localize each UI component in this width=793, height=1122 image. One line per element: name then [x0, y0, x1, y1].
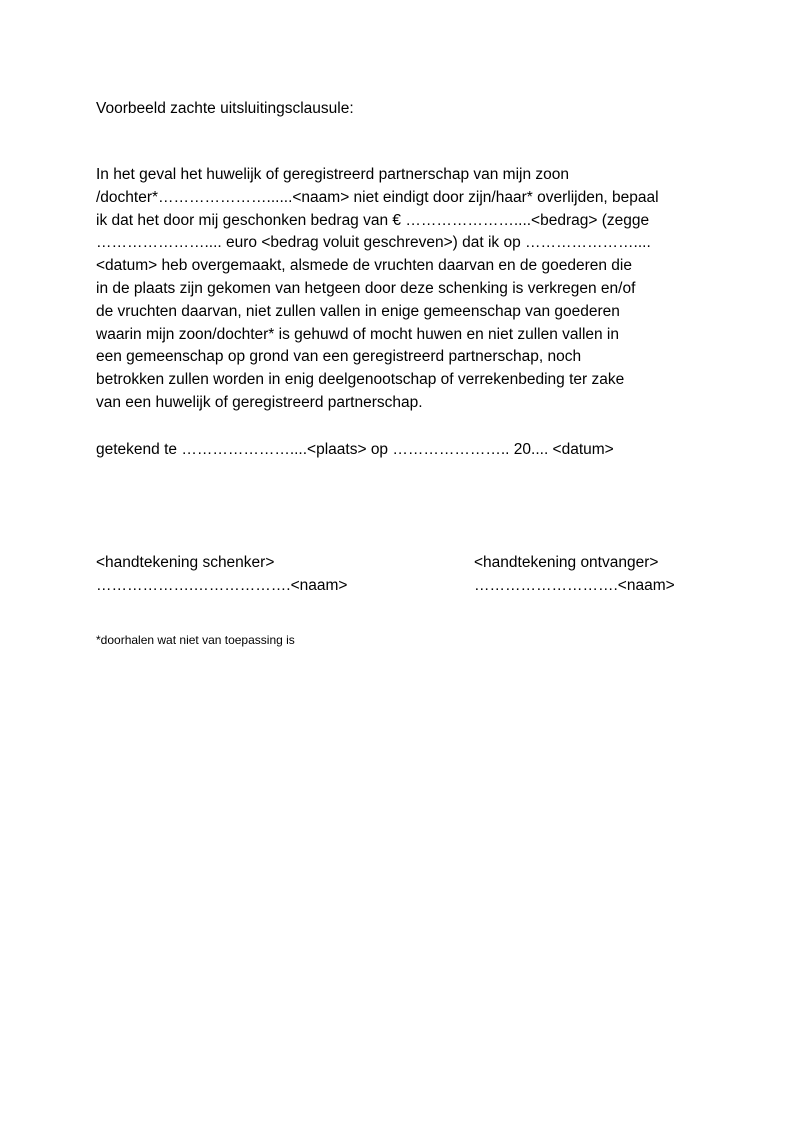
clause-paragraph: [96, 164, 716, 415]
clause-line: de vruchten daarvan, niet zullen vallen in enige gemeenschap van goederen: [96, 302, 620, 320]
signed-place-date-line: getekend te …………………....<plaats> op ………………….. 20.... <datum>: [96, 441, 614, 458]
donor-name-line: ……………….……………….<naam>: [96, 576, 348, 594]
clause-line: ik dat het door mij geschonken bedrag van € …………………....<bedrag> (zegge: [96, 211, 650, 229]
clause-line: /dochter*…………………......<naam> niet eindigt door zijn/haar* overlijden, bepaal: [96, 188, 659, 206]
donor-signature-label: <handtekening schenker>: [96, 554, 275, 571]
clause-line: In het geval het huwelijk of geregistreerd partnerschap van mijn zoon: [96, 166, 570, 183]
document-heading: Voorbeeld zachte uitsluitingsclausule:: [96, 100, 354, 117]
clause-line: van een huwelijk of geregistreerd partnerschap.: [96, 393, 423, 411]
recipient-signature-label: <handtekening ontvanger>: [474, 554, 659, 571]
clause-line: <datum> heb overgemaakt, alsmede de vruchten daarvan en de goederen die: [96, 257, 632, 275]
clause-line: waarin mijn zoon/dochter* is gehuwd of mocht huwen en niet zullen vallen in: [96, 325, 619, 343]
clause-line: een gemeenschap op grond van een geregistreerd partnerschap, noch: [96, 348, 582, 366]
donor-signature-block: [96, 552, 348, 597]
clause-line: ………………….... euro <bedrag voluit geschreven>) dat ik op …………………....: [96, 234, 651, 252]
clause-line: betrokken zullen worden in enig deelgenootschap of verrekenbeding ter zake: [96, 371, 625, 389]
footnote: *doorhalen wat niet van toepassing is: [96, 633, 295, 647]
clause-line: in de plaats zijn gekomen van hetgeen door deze schenking is verkregen en/of: [96, 279, 636, 297]
recipient-name-line: ……………………….<naam>: [474, 576, 675, 594]
recipient-signature-block: [474, 552, 675, 597]
